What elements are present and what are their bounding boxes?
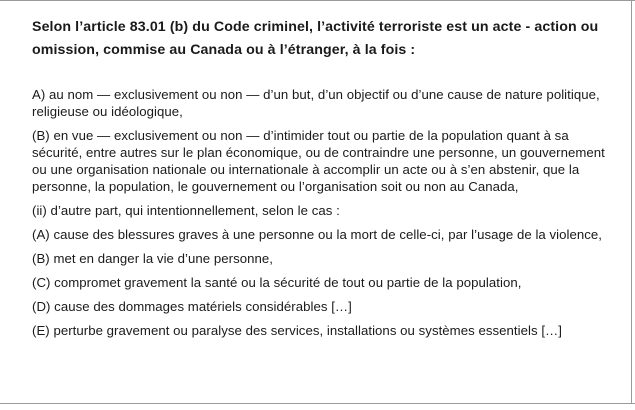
paragraph-ii-e: (E) perturbe gravement ou paralyse des services, installations ou systèmes essentiels […]: [32, 323, 562, 338]
paragraph-ii: (ii) d’autre part, qui intentionnellement, selon le cas :: [32, 203, 340, 218]
paragraph-ii-d: (D) cause des dommages matériels considérables […]: [32, 299, 352, 314]
bottom-border: [0, 403, 635, 404]
right-border: [631, 0, 632, 404]
document-heading: Selon l’article 83.01 (b) du Code criminel, l’activité terroriste est un acte - action ou omission, commise au Canada ou à l’étranger, à la fois :: [32, 19, 599, 58]
document-body: [32, 16, 622, 346]
paragraph-ii-b: (B) met en danger la vie d’une personne,: [32, 251, 273, 266]
paragraph-ii-a: (A) cause des blessures graves à une personne ou la mort de celle-ci, par l’usage de la violence,: [32, 227, 603, 242]
paragraph-a: A) au nom — exclusivement ou non — d’un but, d’un objectif ou d’une cause de nature politique, religieuse ou idéologique,: [32, 87, 600, 119]
paragraph-b: (B) en vue — exclusivement ou non — d’intimider tout ou partie de la population quant à sa sécurité, entre autres sur le plan économique, ou de contraindre une personne, un gouvernement ou une organisation nationale ou internationale à accomplir un acte ou à s’en abstenir, que la personne, la population, le gouvernement ou l’organisation soit ou non au Canada,: [32, 128, 605, 194]
top-border: [0, 0, 635, 1]
paragraph-ii-c: (C) compromet gravement la santé ou la sécurité de tout ou partie de la population,: [32, 275, 522, 290]
